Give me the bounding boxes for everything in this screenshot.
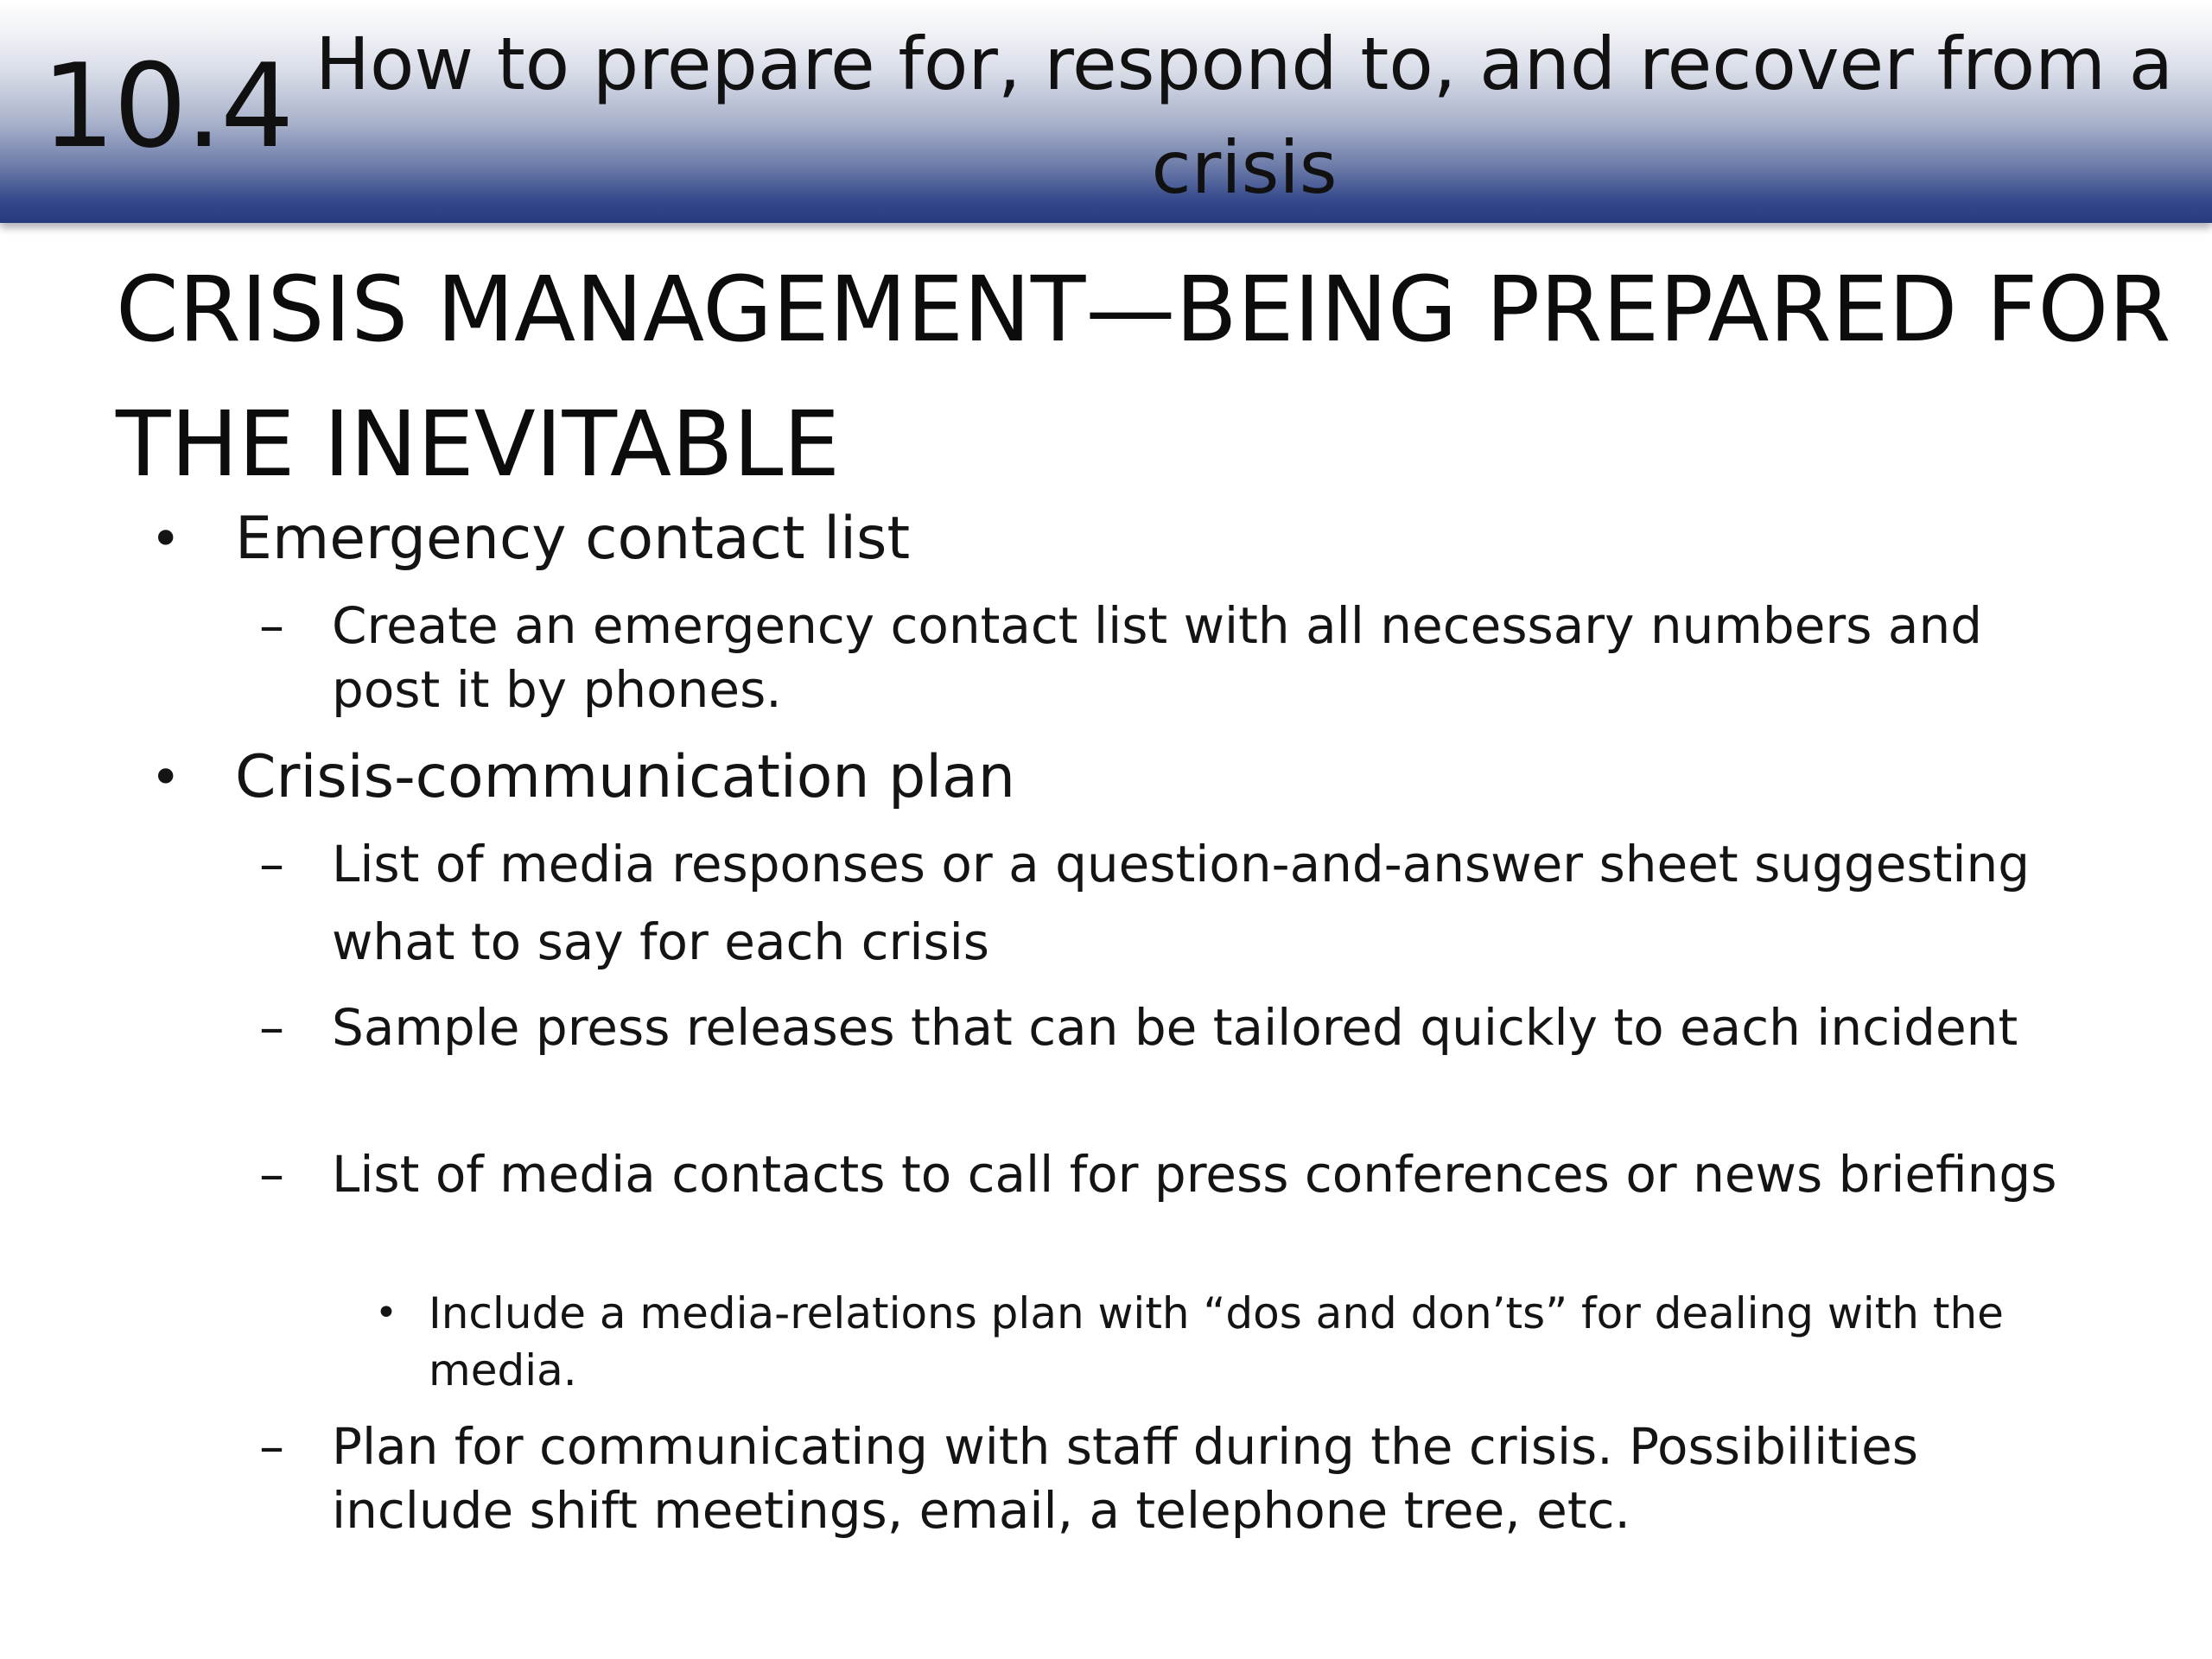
header-title: How to prepare for, respond to, and recover from a crisis xyxy=(315,22,2174,210)
sub-bullet-text: Create an emergency contact list with all necessary numbers and post it by phones. xyxy=(332,596,1983,719)
bullet-text: Emergency contact list xyxy=(235,505,911,573)
dash-icon: – xyxy=(259,998,284,1057)
sub-sub-bullet-text: Include a media-relations plan with “dos and don’ts” for dealing with the media. xyxy=(429,1288,2004,1395)
sub-bullet-item xyxy=(259,995,2086,1059)
bullet-icon: • xyxy=(375,1291,397,1335)
sub-bullet-item xyxy=(259,1142,2086,1206)
dash-icon: – xyxy=(259,1145,284,1204)
sub-bullet-text: Sample press releases that can be tailored quickly to each incident xyxy=(332,998,2018,1057)
dash-icon: – xyxy=(259,596,284,655)
dash-icon: – xyxy=(259,835,284,893)
dash-icon: – xyxy=(259,1417,284,1476)
sub-bullet-item xyxy=(259,825,2086,981)
section-number: 10.4 xyxy=(41,39,293,174)
sub-bullet-item xyxy=(259,594,2086,721)
sub-bullet-item xyxy=(259,1414,2086,1542)
sub-bullet-text: List of media contacts to call for press conferences or news briefings xyxy=(332,1145,2057,1204)
sub-sub-bullet-item xyxy=(375,1285,2139,1399)
bullet-icon: • xyxy=(150,747,181,808)
sub-bullet-text: Plan for communicating with staff during the crisis. Possibilities include shift meetings, email, a telephone tree, etc. xyxy=(332,1417,1919,1540)
bullet-item xyxy=(150,505,2136,574)
bullet-text: Crisis-communication plan xyxy=(235,743,1015,811)
bullet-item xyxy=(150,743,2136,812)
sub-bullet-text: List of media responses or a question-and-answer sheet suggesting what to say for each crisis xyxy=(332,835,2031,971)
bullet-icon: • xyxy=(150,509,181,569)
slide-title: CRISIS MANAGEMENT—BEING PREPARED FOR THE INEVITABLE xyxy=(116,257,2171,497)
